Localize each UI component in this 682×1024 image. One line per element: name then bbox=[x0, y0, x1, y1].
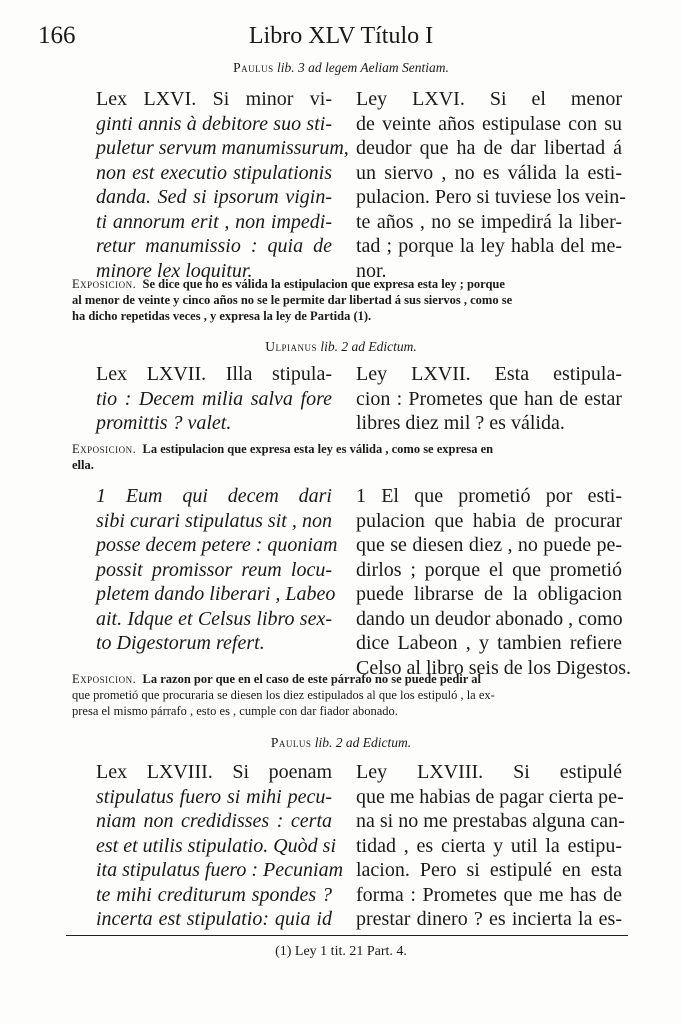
source-author: Paulus bbox=[233, 60, 274, 75]
text-line: stipulatus fuero si mihi pecu- bbox=[96, 785, 332, 808]
text-line: danda. Sed si ipsorum vigin- bbox=[96, 186, 332, 208]
text-line: pulacion. Pero si tuviese los vein- bbox=[356, 186, 626, 208]
text-line: niam non credidisses : certa bbox=[96, 810, 332, 832]
text-line: cion : Prometes que han de estar bbox=[356, 387, 622, 410]
footnote-divider bbox=[66, 935, 628, 936]
exposicion-note bbox=[72, 671, 620, 719]
source-author: Ulpianus bbox=[265, 339, 317, 354]
latin-text bbox=[96, 362, 332, 436]
text-line: minore lex loquitur. bbox=[96, 259, 253, 282]
text-line: incerta est stipulatio: quia id bbox=[96, 908, 332, 930]
exposicion-label: Exposicion. bbox=[72, 672, 137, 686]
text-line: libres diez mil ? es válida. bbox=[356, 412, 565, 434]
text-line: deudor que ha de dar libertad á bbox=[356, 137, 622, 159]
text-line: posse decem petere : quoniam bbox=[96, 534, 338, 556]
text-line: tio : Decem milia salva fore bbox=[96, 387, 332, 410]
text-line: ella. bbox=[72, 458, 94, 472]
source-reference: lib. 2 ad Edictum. bbox=[314, 735, 412, 750]
source-citation bbox=[0, 339, 682, 355]
latin-text bbox=[96, 760, 344, 932]
text-line: Exposicion. La estipulacion que expresa esta ley es válida , como se expresa en bbox=[72, 442, 494, 456]
spanish-text bbox=[356, 362, 622, 436]
exposicion-note bbox=[72, 276, 620, 324]
text-line: possit promissor reum locu- bbox=[96, 558, 332, 581]
text-line: presa el mismo párrafo , esto es , cumple con dar fiador abonado. bbox=[72, 704, 398, 718]
text-line: pletem dando liberari , Labeo bbox=[96, 583, 336, 605]
text-line: Celso al libro seis de los Digestos. bbox=[356, 656, 631, 679]
text-line: Lex LXVIII. Si poenam bbox=[96, 761, 332, 783]
latin-text bbox=[96, 484, 338, 656]
latin-text bbox=[96, 87, 349, 283]
spanish-text bbox=[356, 760, 625, 932]
text-line: te años , no se impedirá la liber- bbox=[356, 210, 622, 233]
text-line: dando un deudor abonado , como bbox=[356, 607, 623, 630]
text-line: dirlos ; porque el que prometió bbox=[356, 558, 622, 581]
spanish-text bbox=[356, 484, 631, 680]
text-line: 1 Eum qui decem dari bbox=[96, 485, 332, 507]
source-citation bbox=[0, 735, 682, 751]
text-line: tad ; porque la ley habla del me- bbox=[356, 235, 622, 257]
text-line: prestar dinero ? es incierta la es- bbox=[356, 908, 622, 930]
text-line: nor. bbox=[356, 259, 387, 282]
text-line: ginti annis à debitore suo sti- bbox=[96, 112, 332, 135]
exposicion-label: Exposicion. bbox=[72, 442, 137, 456]
text-line: lacion. Pero si estipulé en esta bbox=[356, 859, 622, 881]
exposicion-label: Exposicion. bbox=[72, 277, 137, 291]
page-number: 166 bbox=[38, 22, 76, 49]
source-author: Paulus bbox=[270, 735, 312, 750]
text-line: to Digestorum refert. bbox=[96, 632, 265, 654]
text-line: que prometió que procuraria se diesen los diez estipulados al que los estipuló , la ex- bbox=[72, 688, 495, 702]
text-line: al menor de veinte y cinco años no se le permite dar libertad á sus siervos , como se bbox=[72, 293, 513, 307]
text-line: ait. Idque et Celsus libro sex- bbox=[96, 607, 332, 630]
text-line: Ley LXVII. Esta estipula- bbox=[356, 363, 622, 385]
text-line: pulacion que habia de procurar bbox=[356, 509, 622, 532]
exposicion-note bbox=[72, 441, 620, 473]
text-line: un siervo , no es válida la esti- bbox=[356, 161, 622, 184]
text-line: de veinte años estipulase con su bbox=[356, 112, 622, 135]
text-line: dice Labeon , y tambien refiere bbox=[356, 632, 622, 654]
text-line: Exposicion. Se dice que no es válida la estipulacion que expresa esta ley ; porque bbox=[72, 277, 505, 291]
text-line: Ley LXVIII. Si estipulé bbox=[356, 761, 622, 783]
source-citation bbox=[0, 60, 682, 76]
text-line: tidad , es cierta y util la estipu- bbox=[356, 834, 622, 857]
footnote: (1) Ley 1 tit. 21 Part. 4. bbox=[275, 944, 407, 959]
text-line: te mihi crediturum spondes ? bbox=[96, 883, 332, 906]
text-line: Ley LXVI. Si el menor bbox=[356, 88, 622, 110]
text-line: ti annorum erit , non impedi- bbox=[96, 210, 332, 233]
source-reference: lib. 2 ad Edictum. bbox=[320, 339, 417, 354]
text-line: que me habias de pagar cierta pe- bbox=[356, 785, 624, 808]
text-line: Exposicion. La razon por que en el caso de este párrafo no se puede pedir al bbox=[72, 672, 481, 686]
text-line: ita stipulatus fuero : Pecuniam bbox=[96, 859, 344, 881]
text-line: retur manumissio : quia de bbox=[96, 235, 332, 257]
text-line: ha dicho repetidas veces , y expresa la ley de Partida (1). bbox=[72, 309, 372, 323]
spanish-text bbox=[356, 87, 626, 283]
text-line: na si no me prestabas alguna can- bbox=[356, 810, 625, 832]
source-reference: lib. 3 ad legem Aeliam Sentiam. bbox=[277, 60, 449, 75]
text-line: promittis ? valet. bbox=[96, 412, 232, 434]
text-line: Lex LXVII. Illa stipula- bbox=[96, 363, 332, 385]
text-line: est et utilis stipulatio. Quòd si bbox=[96, 834, 337, 857]
text-line: puede librarse de la obligacion bbox=[356, 583, 622, 605]
text-line: Lex LXVI. Si minor vi- bbox=[96, 88, 332, 110]
text-line: sibi curari stipulatus sit , non bbox=[96, 509, 332, 532]
text-line: 1 El que prometió por esti- bbox=[356, 485, 622, 507]
text-line: forma : Prometes que me has de bbox=[356, 883, 622, 906]
text-line: puletur servum manumissurum, bbox=[96, 137, 349, 159]
text-line: que se diesen diez , no puede pe- bbox=[356, 534, 622, 556]
text-line: non est executio stipulationis bbox=[96, 161, 332, 184]
page-title: Libro XLV Título I bbox=[248, 23, 434, 49]
